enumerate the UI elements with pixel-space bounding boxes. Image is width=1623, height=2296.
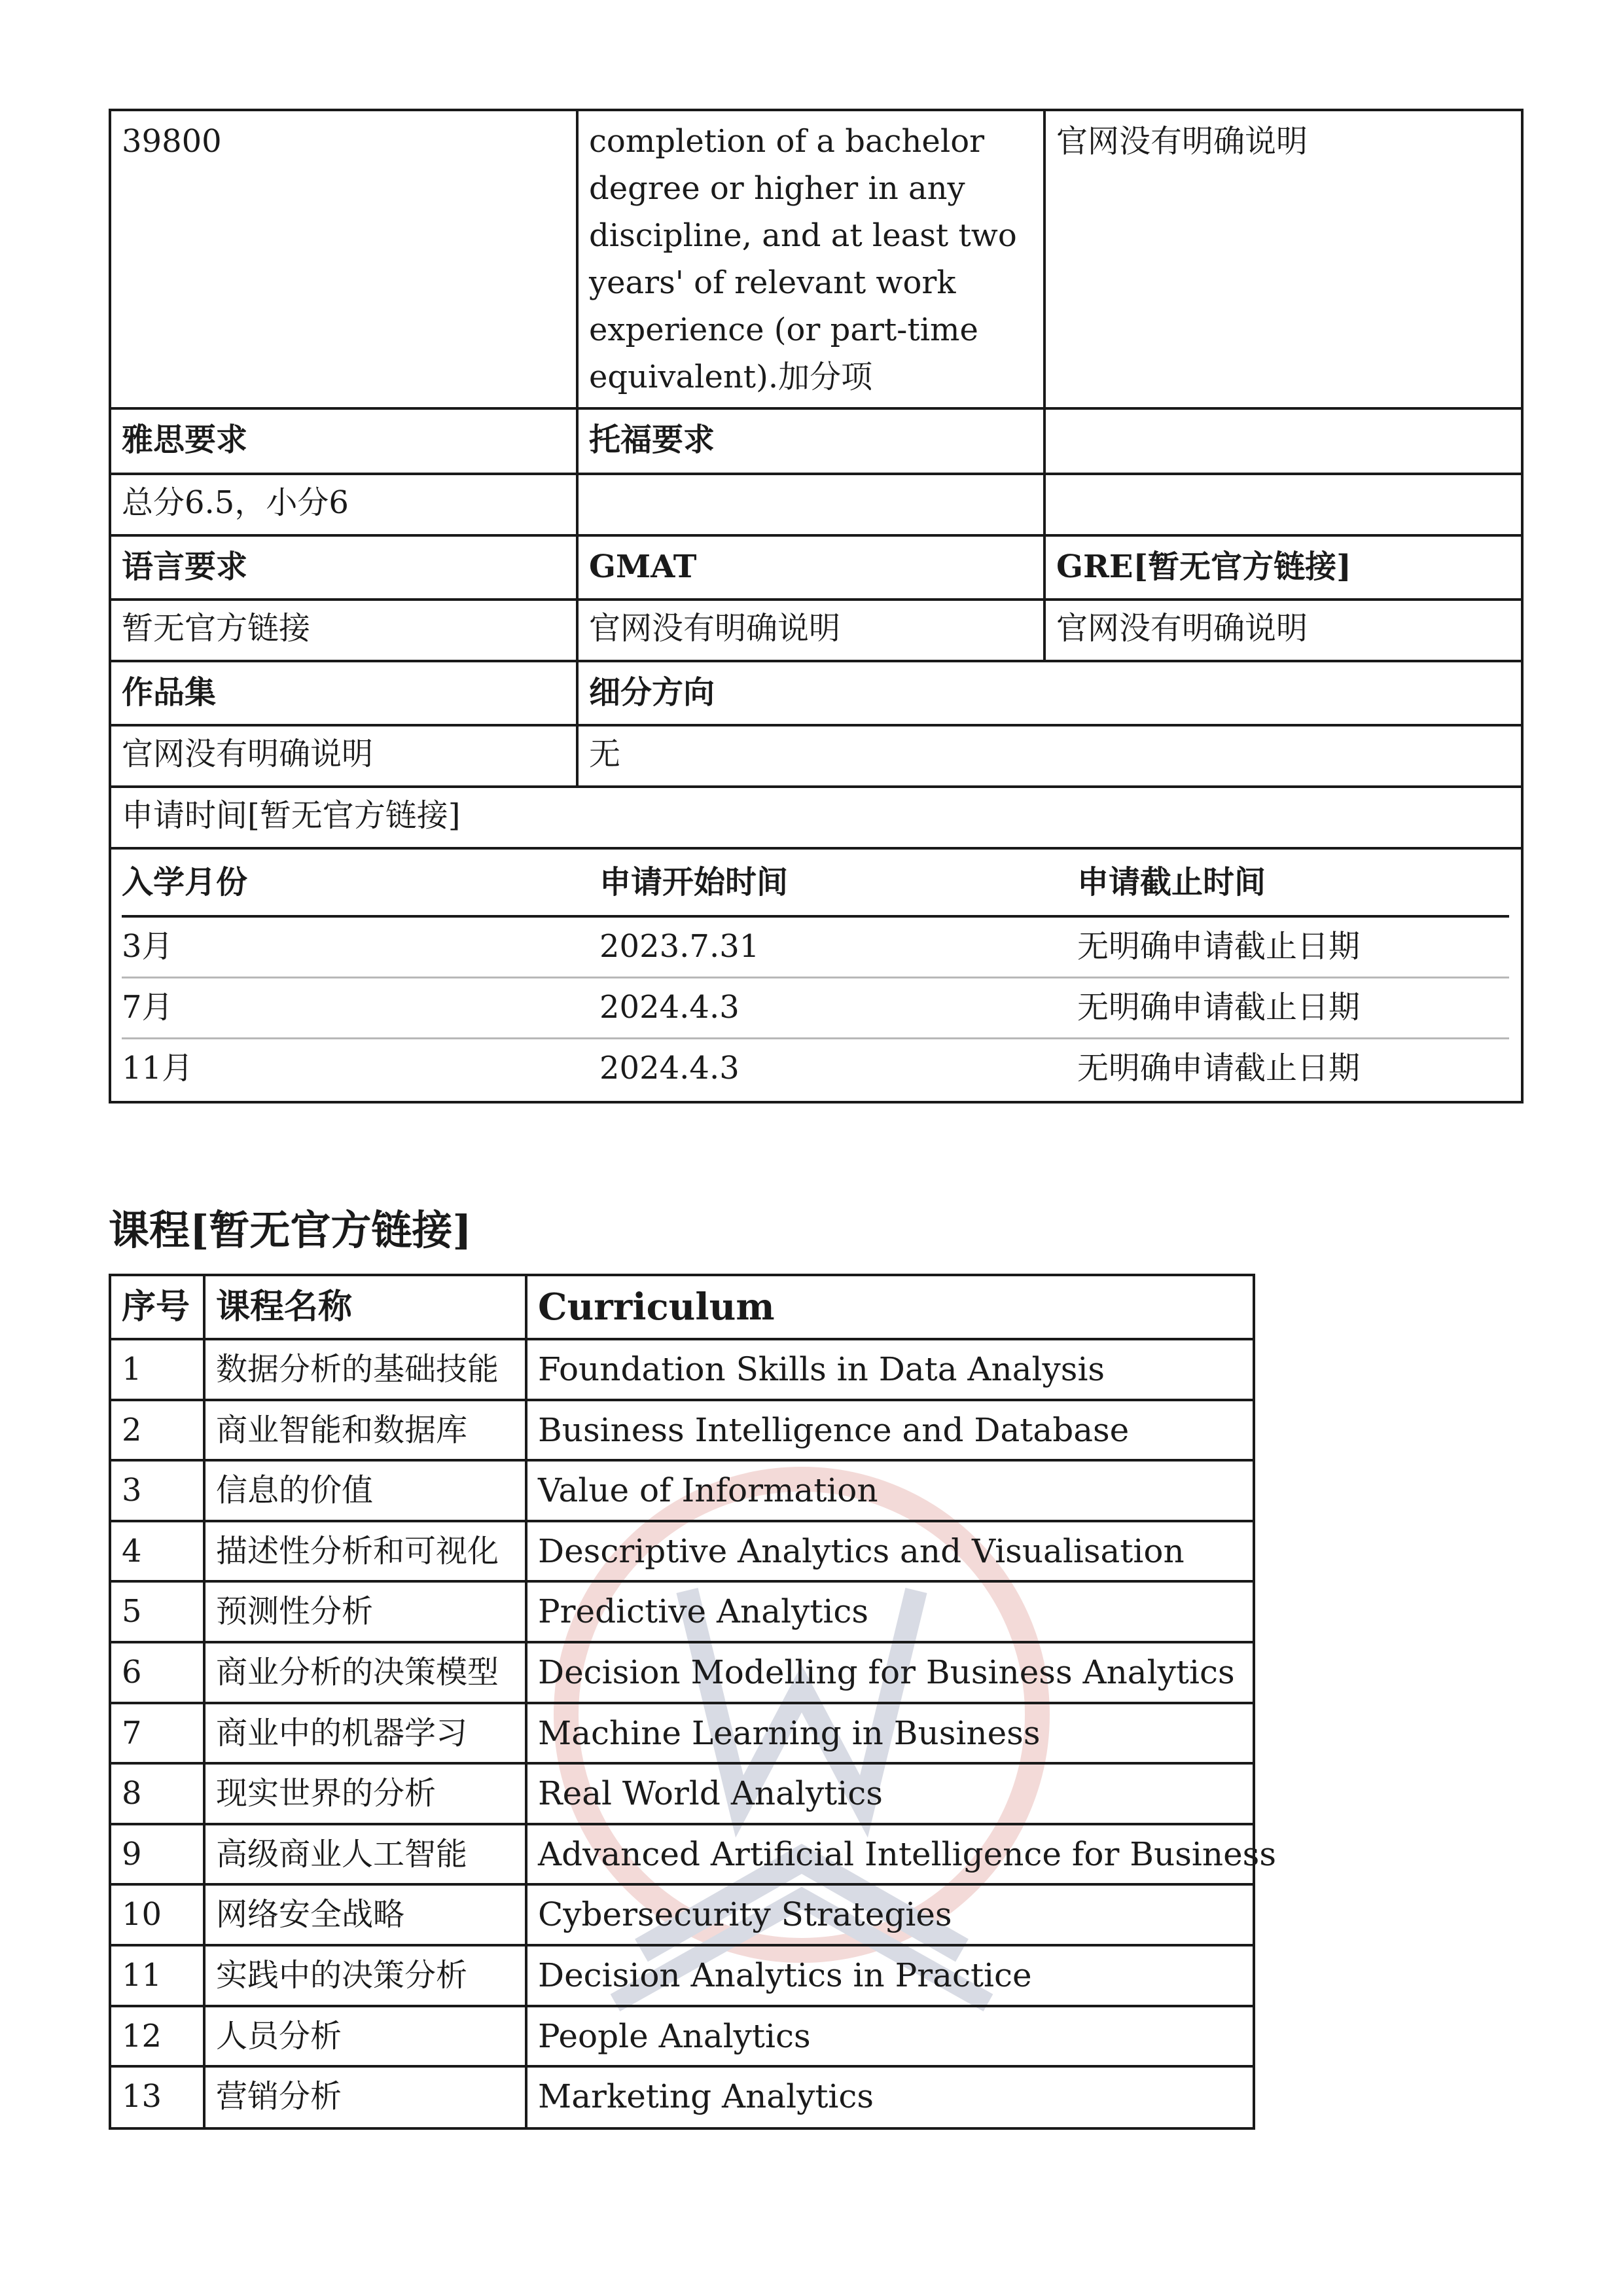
intake-table (109, 847, 1524, 1101)
specialization-value: 无 (589, 736, 621, 772)
course-cn-name: 商业分析的决策模型 (216, 1654, 499, 1691)
gmat-value: 官网没有明确说明 (589, 610, 841, 647)
course-cn-name: 描述性分析和可视化 (216, 1532, 499, 1570)
entry-note: 官网没有明确说明 (1056, 123, 1308, 160)
intake-start: 2023.7.31 (599, 928, 760, 965)
course-number: 10 (122, 1896, 162, 1933)
course-cn-name: 商业智能和数据库 (216, 1411, 468, 1448)
course-cn-name: 数据分析的基础技能 (216, 1351, 499, 1388)
course-cn-name: 信息的价值 (216, 1472, 374, 1509)
course-number: 9 (122, 1835, 142, 1873)
course-number: 11 (122, 1957, 162, 1994)
intake-col-start: 申请开始时间 (599, 864, 789, 901)
course-en-name: People Analytics (538, 2017, 811, 2055)
gre-value: 官网没有明确说明 (1056, 610, 1308, 647)
course-number: 7 (122, 1714, 142, 1751)
tuition-value: 39800 (122, 123, 222, 160)
intake-month: 3月 (122, 928, 173, 965)
course-number: 6 (122, 1654, 142, 1691)
course-cn-name: 营销分析 (216, 2078, 342, 2115)
course-en-name: Marketing Analytics (538, 2077, 874, 2116)
entry-requirement: completion of a bachelor degree or higher in any discipline, and at least two years' of relevant work experience (or part-time equivalent).加分项 (589, 123, 1017, 395)
intake-month: 7月 (122, 989, 173, 1026)
course-en-name: Decision Modelling for Business Analytics (538, 1653, 1235, 1691)
info-table (109, 109, 1524, 1103)
intake-deadline: 无明确申请截止日期 (1077, 1050, 1361, 1086)
course-en-name: Decision Analytics in Practice (538, 1956, 1032, 1994)
course-cn-name: 高级商业人工智能 (216, 1835, 468, 1873)
course-number: 5 (122, 1593, 142, 1630)
course-number: 12 (122, 2017, 162, 2054)
portfolio-header: 作品集 (122, 674, 217, 711)
portfolio-value: 官网没有明确说明 (122, 736, 374, 772)
course-cn-name: 网络安全战略 (216, 1896, 405, 1933)
application-time-title: 申请时间[暂无官方链接] (122, 797, 461, 834)
toefl-value (576, 473, 1043, 482)
col-cn-name-header: 课程名称 (216, 1287, 353, 1327)
courses-title: 课程[暂无官方链接] (109, 1206, 472, 1254)
intake-start: 2024.4.3 (599, 989, 740, 1026)
course-number: 13 (122, 2078, 162, 2115)
course-en-name: Foundation Skills in Data Analysis (538, 1350, 1105, 1388)
course-cn-name: 实践中的决策分析 (216, 1957, 468, 1994)
intake-col-deadline: 申请截止时间 (1077, 864, 1266, 901)
course-number: 1 (122, 1351, 142, 1388)
course-cn-name: 现实世界的分析 (216, 1775, 437, 1812)
course-en-name: Advanced Artificial Intelligence for Business (538, 1835, 1277, 1873)
course-number: 2 (122, 1411, 142, 1448)
course-en-name: Descriptive Analytics and Visualisation (538, 1532, 1185, 1570)
intake-start: 2024.4.3 (599, 1050, 740, 1086)
language-value: 暂无官方链接 (122, 610, 311, 647)
course-cn-name: 商业中的机器学习 (216, 1714, 468, 1751)
course-en-name: Business Intelligence and Database (538, 1410, 1130, 1449)
course-en-name: Machine Learning in Business (538, 1713, 1041, 1752)
course-en-name: Real World Analytics (538, 1774, 883, 1813)
gmat-header: GMAT (589, 548, 697, 585)
intake-deadline: 无明确申请截止日期 (1077, 928, 1361, 965)
intake-deadline: 无明确申请截止日期 (1077, 989, 1361, 1026)
col-number-header: 序号 (122, 1287, 190, 1327)
course-number: 8 (122, 1775, 142, 1812)
specialization-header: 细分方向 (589, 674, 715, 711)
ielts-header: 雅思要求 (122, 422, 248, 458)
course-cn-name: 人员分析 (216, 2017, 342, 2054)
gre-header: GRE[暂无官方链接] (1056, 548, 1351, 585)
ielts-value: 总分6.5，小分6 (122, 484, 349, 521)
intake-month: 11月 (122, 1050, 194, 1086)
course-en-name: Cybersecurity Strategies (538, 1895, 952, 1934)
language-header: 语言要求 (122, 548, 248, 585)
intake-col-month: 入学月份 (122, 864, 248, 901)
course-en-name: Value of Information (538, 1471, 878, 1510)
col-curriculum-header: Curriculum (538, 1285, 775, 1329)
course-number: 4 (122, 1532, 142, 1570)
course-en-name: Predictive Analytics (538, 1592, 869, 1631)
courses-table (109, 1274, 1277, 2130)
course-cn-name: 预测性分析 (216, 1593, 374, 1630)
toefl-header: 托福要求 (589, 422, 715, 458)
course-number: 3 (122, 1472, 142, 1509)
